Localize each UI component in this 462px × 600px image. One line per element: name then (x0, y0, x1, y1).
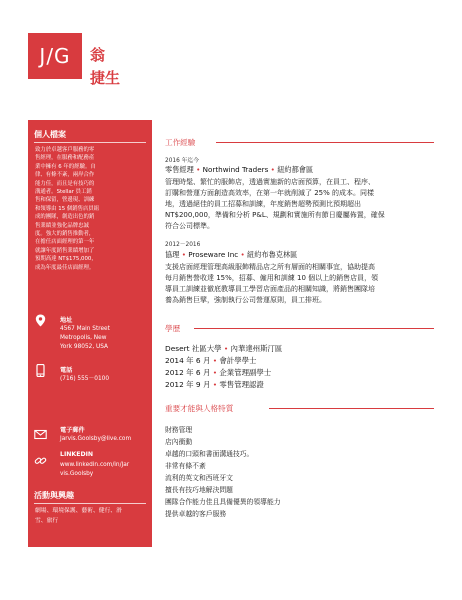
experience-rule (216, 142, 434, 143)
job-description-line: 每月銷售營收達 15%，招募、僱用和訓練 10 個以上的銷售店員，領 (165, 274, 379, 283)
skill-item: 財務管理 (165, 426, 193, 434)
skill-item: 非常有條不紊 (165, 462, 206, 470)
education-degree: 會計學學士 (219, 356, 257, 365)
education-rule (194, 328, 434, 329)
profile-line: 成為年度最佳店面經理。 (35, 264, 95, 271)
education-degree: 企業管理副學士 (219, 368, 272, 377)
job-description (165, 262, 433, 306)
profile-line: 和領導由 15 個銷售店員組 (35, 205, 100, 212)
job-description-line: 符合公司標準。 (165, 222, 214, 231)
job-title: 零售經理 (165, 165, 194, 174)
job-location: 紐約都會區 (277, 165, 314, 174)
job-description-line: 管理時髦、繁忙的服飾店，透過實施新的店面預算，在員工、程序、 (165, 178, 375, 186)
address-label: 地址 (60, 317, 73, 324)
job-company: Proseware Inc (188, 250, 239, 259)
profile-text (35, 146, 99, 272)
phone-icon (34, 364, 47, 377)
email-value[interactable]: Jarvis.Goolsby@live.com (60, 436, 132, 442)
job-title-line: 協理 • Proseware Inc • 紐約布魯克林區 (165, 250, 298, 259)
education-date: 2012 年 9 月 (165, 380, 211, 389)
skills-rule (269, 408, 434, 409)
linkedin-line-1[interactable]: www.linkedin.com/in/Jar (60, 462, 130, 468)
skill-item: 流利的英文和西班牙文 (165, 474, 233, 482)
profile-line: 預期高達 NT$175,000， (35, 256, 97, 263)
skills-heading: 重要才能與人格特質 (165, 404, 234, 413)
skill-item: 卓越的口頭和書面溝通技巧。 (165, 450, 254, 458)
skill-item: 團隊合作能力佳且具備優異的領導能力 (165, 498, 281, 506)
job-company: Northwind Traders (202, 165, 269, 174)
school-location: 內華達州斯汀區 (230, 344, 283, 353)
education-item: 2012 年 9 月 • 零售管理認證 (165, 380, 264, 389)
experience-heading: 工作經驗 (165, 138, 196, 147)
profile-line: 在擔任店面經理的第一年 (35, 239, 95, 246)
profile-heading: 個人檔案 (34, 130, 66, 139)
education-degree: 零售管理認證 (219, 380, 264, 389)
profile-line: 律、有條不紊，兩岸合作 (35, 172, 95, 179)
job-date: 2012－2016 (165, 242, 201, 248)
job-description (165, 177, 433, 232)
address-line-2: Metropolis, New (60, 335, 107, 341)
phone-label: 電話 (60, 367, 73, 374)
address-line-1: 4567 Main Street (60, 326, 110, 332)
skill-item: 擅長有技巧地解決問題 (165, 486, 233, 494)
profile-line: 就讓年度銷售業績增加了 (35, 247, 95, 254)
location-pin-icon (34, 314, 47, 327)
education-heading: 學歷 (165, 324, 181, 333)
job-title: 協理 (165, 250, 180, 259)
activities-line-1: 劇場、環境保護、藝術、健行、滑 (35, 508, 122, 514)
name-line-1: 翁 (90, 46, 106, 64)
profile-divider (34, 142, 146, 143)
education-school: Desert 社區大學 • 內華達州斯汀區 (165, 344, 283, 353)
school-name: Desert 社區大學 (165, 344, 222, 353)
profile-line: 度。強大的銷售推動者， (35, 231, 95, 238)
linkedin-label: LINKEDIN (60, 451, 94, 458)
skill-item: 店內衝動 (165, 438, 193, 446)
linkedin-line-2[interactable]: vis.Goolsby (60, 471, 94, 477)
email-icon (34, 428, 47, 441)
email-label: 電子郵件 (60, 427, 85, 434)
education-date: 2014 年 6 月 (165, 356, 211, 365)
job-description-line: 訂購和營運方面創造高效率，在第一年就削減了 25% 的成本。同樣 (165, 189, 375, 198)
skill-item: 提供卓越的客戶服務 (165, 510, 227, 518)
job-description-line: 導員工訓練並徹底教導員工學習店面產品的相關知識，將銷售團隊培 (165, 285, 375, 294)
profile-line: 售業績並強化品牌忠誠 (35, 222, 89, 229)
sidebar (28, 120, 152, 547)
activities-divider (34, 503, 146, 504)
address-line-3: York 98052, USA (60, 344, 109, 350)
profile-line: 能力佳，而且是有技巧的 (35, 180, 95, 187)
job-description-line: 養為銷售巨擘，強制執行公司營運原則，員工排班。 (165, 296, 326, 305)
job-location: 紐約布魯克林區 (247, 250, 298, 259)
activities-line-2: 雪、旅行 (35, 518, 59, 524)
name-line-2: 捷生 (90, 69, 121, 87)
activities-heading: 活動與興趣 (34, 491, 74, 500)
job-description-line: NT$200,000，準備和分析 P&L、規劃和實施所有節日慶屬佈置，確保 (165, 211, 385, 220)
education-item: 2014 年 6 月 • 會計學學士 (165, 356, 257, 365)
education-item: 2012 年 6 月 • 企業管理副學士 (165, 368, 272, 377)
initials-logo (28, 33, 82, 79)
job-title-line: 零售經理 • Northwind Traders • 紐約都會區 (165, 165, 314, 174)
profile-line: 業中擁有 6 年的經驗。自 (35, 163, 96, 170)
profile-line: 溝通者。Stellar 員工銷 (35, 189, 92, 196)
education-date: 2012 年 6 月 (165, 368, 211, 377)
profile-line: 售經理，在服務和配務產 (35, 155, 95, 162)
initials-text: J/G (39, 44, 71, 68)
job-description-line: 地，透過絕佳的員工招募和訓練，年度銷售超勢預測比預期超出 (165, 200, 361, 209)
job-description-line: 支援店面經理管理高級服飾精品店之所有層面的相關事宜，協助提高 (165, 263, 375, 271)
profile-line: 成的團隊，創造出色的銷 (35, 214, 95, 221)
profile-line: 致力於卓越客戶服務的零 (35, 147, 95, 153)
phone-value: (716) 555－0100 (60, 376, 110, 382)
job-date: 2016 年迄今 (165, 158, 199, 164)
profile-line: 售和保留，營邊現、訓練 (35, 197, 95, 204)
link-icon (34, 454, 47, 467)
